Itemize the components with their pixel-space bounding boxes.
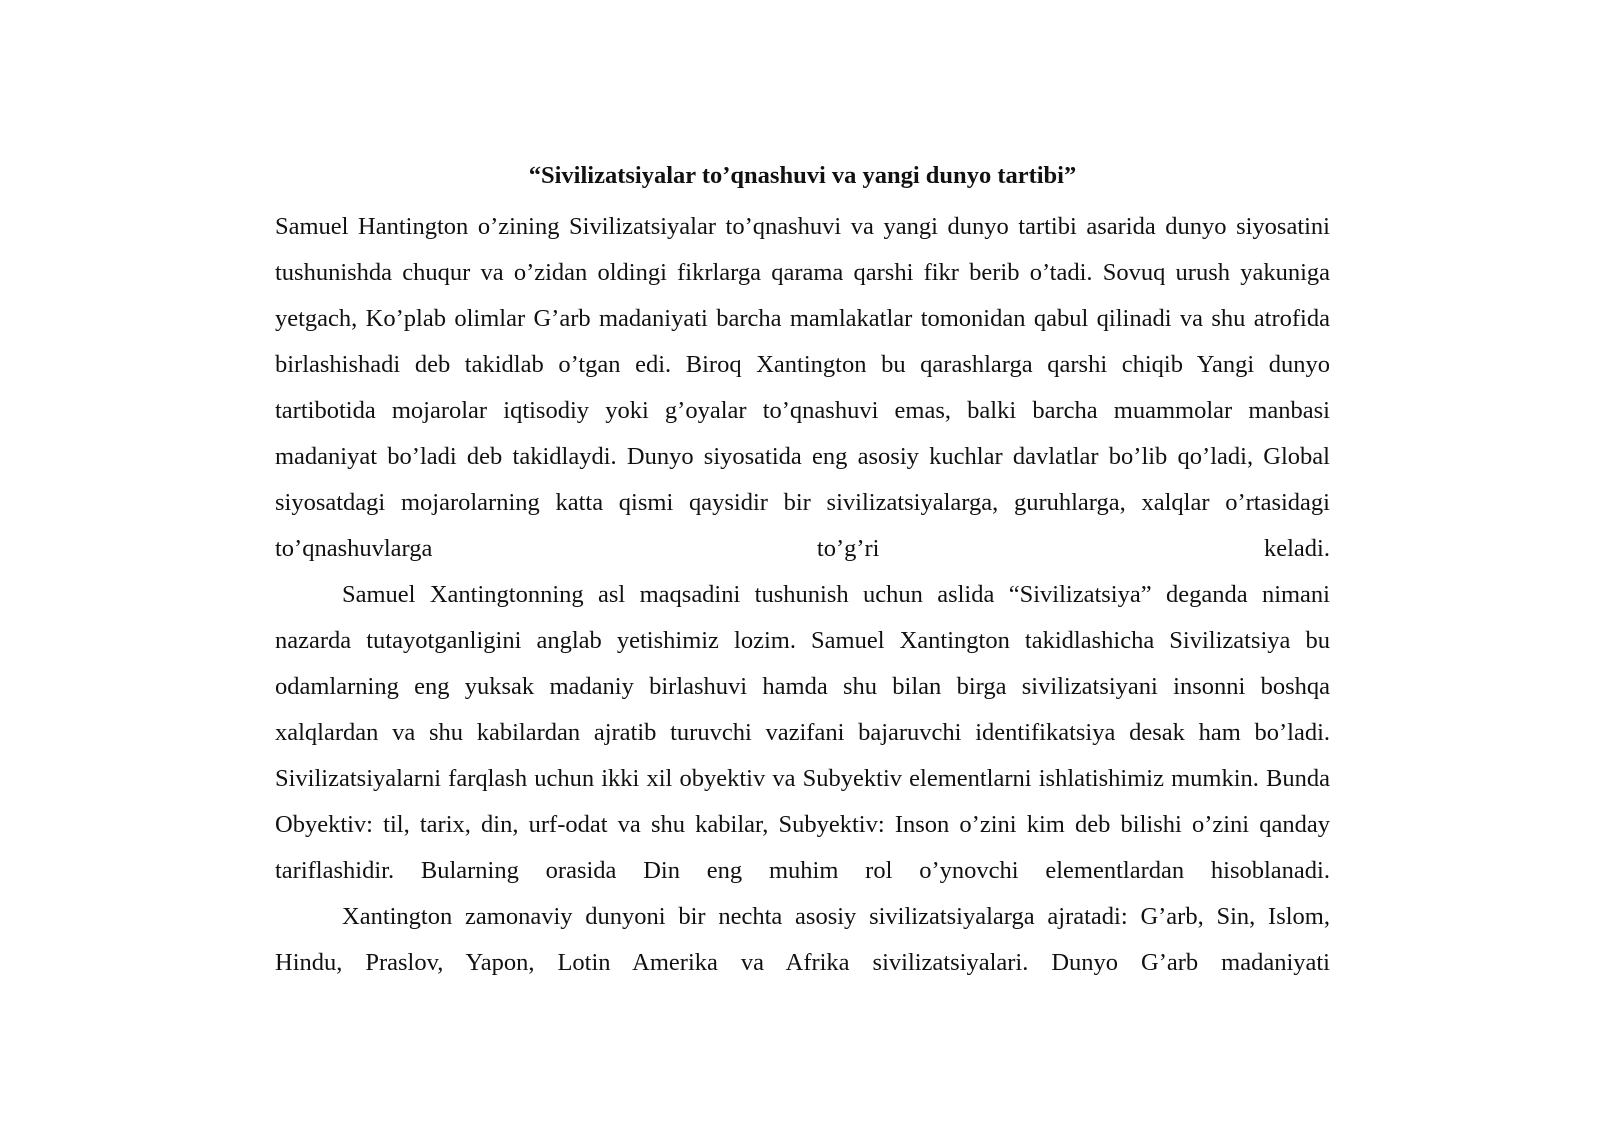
- paragraph-1: Samuel Hantington o’zining Sivilizatsiyalar to’qnashuvi va yangi dunyo tartibi asarida dunyo siyosatini tushunishda chuqur va o’zidan oldingi fikrlarga qarama qarshi fikr berib o’tadi. Sovuq urush yakuniga yetgach, Ko’plab olimlar G’arb madaniyati barcha mamlakatlar tomonidan qabul qilinadi va shu atrofida birlashishadi deb takidlab o’tgan edi. Biroq Xantington bu qarashlarga qarshi chiqib Yangi dunyo tartibotida mojarolar iqtisodiy yoki g’oyalar to’qnashuvi emas, balki barcha muammolar manbasi madaniyat bo’ladi deb takidlaydi. Dunyo siyosatida eng asosiy kuchlar davlatlar bo’lib qo’ladi, Global siyosatdagi mojarolarning katta qismi qaysidir bir sivilizatsiyalarga, guruhlarga, xalqlar o’rtasidagi to’qnashuvlarga to’g’ri keladi.: [275, 213, 1330, 562]
- document-body: [275, 160, 1330, 986]
- paragraph-2: Samuel Xantingtonning asl maqsadini tushunish uchun aslida “Sivilizatsiya” deganda nimani nazarda tutayotganligini anglab yetishimiz lozim. Samuel Xantington takidlashicha Sivilizatsiya bu odamlarning eng yuksak madaniy birlashuvi hamda shu bilan birga sivilizatsiyani insonni boshqa xalqlardan va shu kabilardan ajratib turuvchi vazifani bajaruvchi identifikatsiya desak ham bo’ladi. Sivilizatsiyalarni farqlash uchun ikki xil obyektiv va Subyektiv elementlarni ishlatishimiz mumkin. Bunda Obyektiv: til, tarix, din, urf-odat va shu kabilar, Subyektiv: Inson o’zini kim deb bilishi o’zini qanday tariflashidir. Bularning orasida Din eng muhim rol o’ynovchi elementlardan hisoblanadi.: [275, 581, 1330, 884]
- document-title: “Sivilizatsiyalar to’qnashuvi va yangi dunyo tartibi”: [528, 162, 1077, 189]
- paragraph-3: Xantington zamonaviy dunyoni bir nechta asosiy sivilizatsiyalarga ajratadi: G’arb, Sin, Islom, Hindu, Praslov, Yapon, Lotin Amerika va Afrika sivilizatsiyalari. Dunyo G’arb madaniyati: [275, 903, 1330, 976]
